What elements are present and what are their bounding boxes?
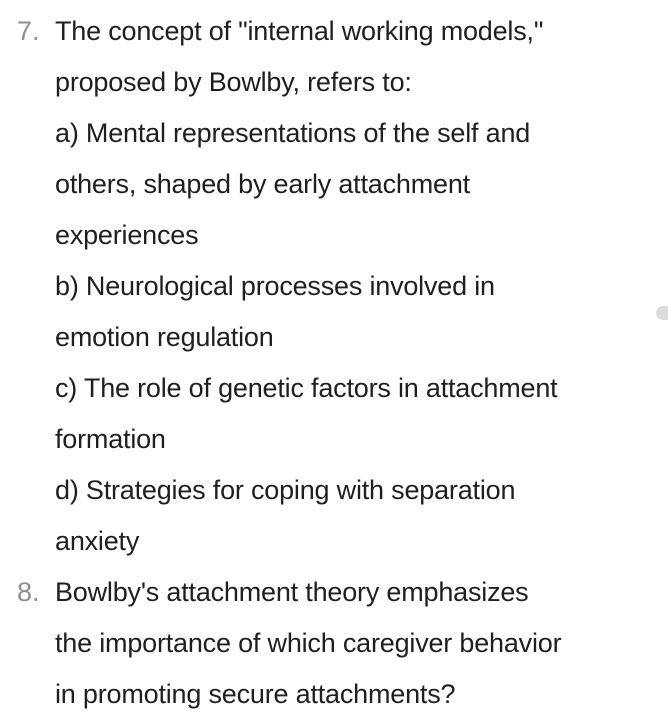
question-text-line: proposed by Bowlby, refers to: (55, 67, 412, 97)
option-c-line: formation (55, 424, 166, 454)
question-8 (0, 567, 668, 720)
question-number: 8. (17, 577, 40, 607)
question-text-line: Bowlby's attachment theory emphasizes (55, 577, 529, 607)
question-text-line: the importance of which caregiver behavior (55, 628, 562, 658)
option-d-line: anxiety (55, 526, 140, 556)
question-text-line: The concept of "internal working models," (55, 16, 544, 46)
option-a-line: others, shaped by early attachment (55, 169, 470, 199)
option-a-line: experiences (55, 220, 199, 250)
scroll-indicator[interactable] (656, 306, 668, 320)
question-text-line: in promoting secure attachments? (55, 679, 456, 709)
question-7 (0, 6, 668, 567)
option-b-line: b) Neurological processes involved in (55, 271, 495, 301)
question-number: 7. (17, 16, 40, 46)
option-b-line: emotion regulation (55, 322, 274, 352)
option-d-line: d) Strategies for coping with separation (55, 475, 516, 505)
option-a-line: a) Mental representations of the self and (55, 118, 531, 148)
option-c-line: c) The role of genetic factors in attachment (55, 373, 558, 403)
